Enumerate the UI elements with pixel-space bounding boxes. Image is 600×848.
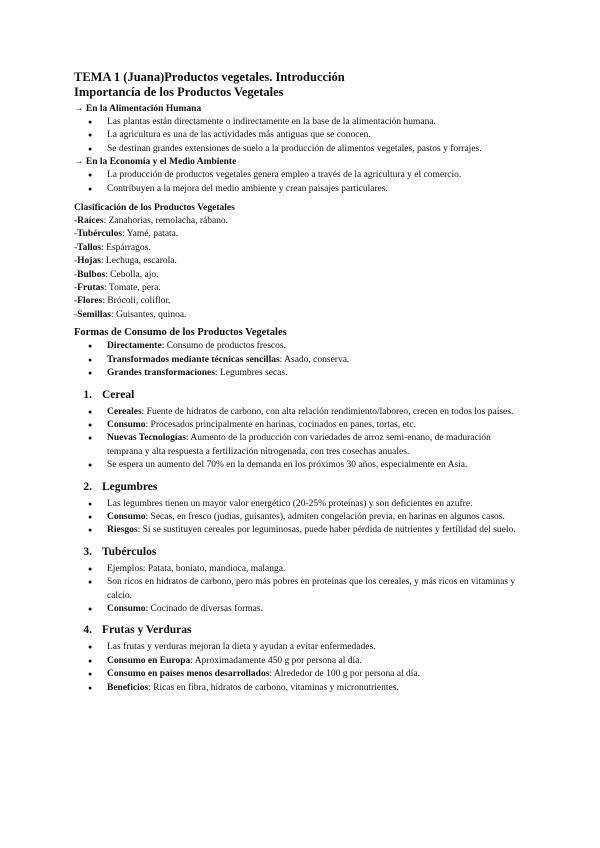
item-text: : Espárragos. — [101, 242, 151, 253]
clasificacion-list — [74, 215, 524, 322]
list-item — [74, 576, 524, 603]
item-text: : Cebolla, ajo. — [105, 269, 159, 280]
list-item: ● Las plantas están directamente o indirectamente en la base de la alimentación humana. — [74, 116, 524, 129]
list-item — [74, 641, 524, 654]
item-label: Tallos — [77, 242, 102, 253]
item-text: : Aproximadamente 450 g por persona al día. — [190, 655, 362, 666]
item-label: Consumo — [107, 419, 146, 430]
section-title: Frutas y Verduras — [102, 624, 192, 637]
list-item — [74, 419, 524, 432]
section-title: Tubérculos — [102, 545, 157, 558]
item-text: Se espera un aumento del 70% en la demanda en los próximos 30 años, especialmente en Asia. — [107, 460, 468, 471]
list-item — [74, 524, 524, 537]
list-item: ● Se destinan grandes extensiones de suelo a la producción de alimentos vegetales, pastos y forrajes. — [74, 143, 524, 156]
clasificacion-item: -Tallos: Espárragos. — [74, 242, 151, 253]
list-item — [74, 603, 524, 616]
item-label: Consumo — [107, 603, 146, 614]
item-label: Hojas — [77, 256, 101, 267]
item-text: : Aumento de la producción con variedades de arroz semi-enano, de maduración temprana y alta respuesta a fertilización nitrogenada, con tres cosechas anuales. — [107, 433, 491, 457]
section-number: 2. — [83, 480, 92, 493]
item-label: Raíces — [77, 216, 104, 227]
clasificacion-item: -Raíces: Zanahorias, remolacha, rábano. — [74, 216, 229, 227]
list-item — [74, 655, 524, 668]
item-text: : Guisantes, quinoa. — [110, 309, 187, 320]
clasificacion-item: -Bulbos: Cebolla, ajo. — [74, 269, 159, 280]
item-label: Nuevas Tecnologías — [107, 433, 186, 444]
clasificacion-item: -Frutas: Tomate, pera. — [74, 283, 161, 294]
clasificacion-item: -Tubérculos: Yamé, patata. — [74, 229, 179, 240]
item-text: : Tomate, pera. — [104, 283, 161, 294]
section-heading-frutas — [74, 623, 524, 638]
list-item — [74, 340, 524, 353]
formas-heading: Formas de Consumo de los Productos Vegetales — [74, 327, 287, 339]
frutas-list — [74, 641, 524, 695]
list-item — [74, 682, 524, 695]
item-label: Bulbos — [77, 269, 106, 280]
section-heading-tuberculos — [74, 545, 524, 560]
item-label: Consumo en países menos desarrollados — [107, 669, 270, 680]
section-title: Cereal — [102, 388, 135, 401]
item-label: Transformados mediante técnicas sencillas — [107, 354, 280, 365]
list-item — [74, 459, 524, 472]
section-heading-cereal — [74, 388, 524, 403]
item-text: : Brócoli, coliflor. — [102, 296, 171, 307]
item-text: Ejemplos: Patata, boniato, mandioca, malanga. — [107, 563, 286, 574]
cereal-list — [74, 406, 524, 473]
document-content — [74, 70, 524, 695]
economia-heading: → En la Economía y el Medio Ambiente — [74, 157, 237, 168]
clasificacion-item: -Flores: Brócoli, coliflor. — [74, 296, 171, 307]
item-text: Las frutas y verduras mejoran la dieta y ayudan a evitar enfermedades. — [107, 642, 376, 653]
alimentacion-list — [74, 116, 524, 156]
item-text: Son ricos en hidratos de carbono, pero más pobres en proteínas que los cereales, y más ricos en vitaminas y calcio. — [107, 577, 516, 601]
item-label: Flores — [77, 296, 103, 307]
section-number: 3. — [83, 545, 92, 558]
item-label: Consumo — [107, 511, 146, 522]
alimentacion-heading: → En la Alimentación Humana — [74, 104, 202, 114]
item-label: Cereales — [107, 406, 142, 417]
item-text: : Si se sustituyen cereales por leguminosas, puede haber pérdida de nutrientes y fertilidad del suelo. — [137, 525, 516, 536]
clasificacion-item: -Semillas: Guisantes, quinoa. — [74, 309, 187, 320]
item-label: Beneficios — [107, 682, 149, 693]
item-text: : Lechuga, escarola. — [100, 256, 177, 267]
legumbres-list — [74, 498, 524, 538]
tuberculos-list — [74, 563, 524, 617]
item-text: : Legumbres secas. — [214, 368, 288, 379]
item-label: Directamente — [107, 341, 162, 352]
section-title: Legumbres — [102, 480, 158, 493]
list-item: ● Contribuyen a la mejora del medio ambiente y crean paisajes particulares. — [74, 183, 524, 196]
item-text: : Yamé, patata. — [122, 229, 179, 240]
list-item — [74, 511, 524, 524]
item-text: : Procesados principalmente en harinas, cocinados en panes, tortas, etc. — [145, 419, 416, 430]
economia-list — [74, 169, 524, 196]
item-text: : Alrededor de 100 g por persona al día. — [269, 669, 421, 680]
item-text: : Zanahorias, remolacha, rábano. — [103, 216, 229, 227]
section-heading-legumbres — [74, 480, 524, 495]
clasificacion-item: -Hojas: Lechuga, escarola. — [74, 256, 177, 267]
formas-list — [74, 340, 524, 380]
item-text: : Asado, conserva. — [279, 354, 350, 365]
item-label: Semillas — [77, 309, 111, 320]
item-text: : Consumo de productos frescos. — [161, 341, 286, 352]
item-text: : Cocinado de diversas formas. — [145, 603, 263, 614]
list-item — [74, 432, 524, 459]
document-title: TEMA 1 (Juana)Productos vegetales. Introducción — [74, 70, 345, 84]
list-item — [74, 563, 524, 576]
item-label: Riesgos — [107, 525, 138, 536]
list-item — [74, 367, 524, 380]
list-item — [74, 668, 524, 681]
list-item — [74, 498, 524, 511]
list-item: ● La producción de productos vegetales genera empleo a través de la agricultura y el comercio. — [74, 169, 524, 182]
item-text: : Ricas en fibra, hidratos de carbono, vitaminas y micronutrientes. — [148, 682, 399, 693]
list-item — [74, 406, 524, 419]
list-item: ● La agricultura es una de las actividades más antiguas que se conocen. — [74, 129, 524, 142]
item-label: Frutas — [77, 283, 105, 294]
item-label: Grandes transformaciones — [107, 368, 215, 379]
section-number: 4. — [83, 624, 92, 637]
clasificacion-heading: Clasificación de los Productos Vegetales — [74, 203, 235, 214]
item-text: : Secas, en fresco (judías, guisantes), admiten congelación previa, en harinas en algunos casos. — [145, 511, 505, 522]
item-label: Consumo en Europa — [107, 655, 191, 666]
section-number: 1. — [83, 388, 92, 401]
item-text: Las legumbres tienen un mayor valor energético (20-25% proteínas) y son deficientes en azufre. — [107, 498, 473, 509]
importance-heading: Importancía de los Productos Vegetales — [74, 85, 284, 99]
list-item — [74, 354, 524, 367]
item-label: Tubérculos — [77, 229, 123, 240]
item-text: : Fuente de hidratos de carbono, con alta relación rendimiento/laboreo, crecen en todos los países. — [141, 406, 514, 417]
